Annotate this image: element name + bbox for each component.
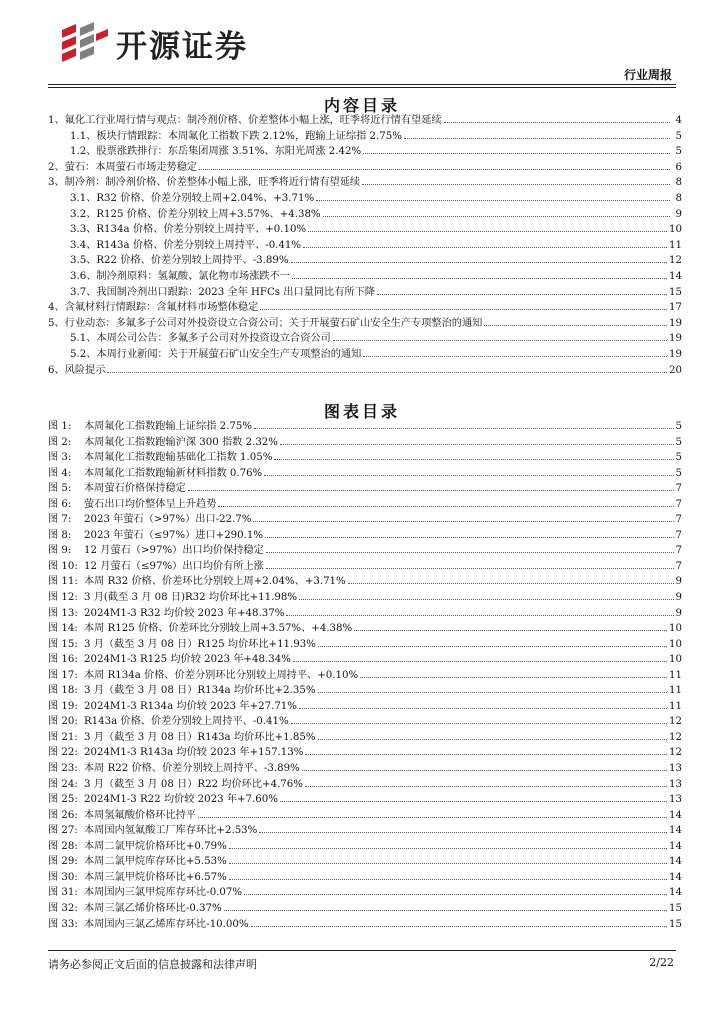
figure-entry-number: 图 6: (48, 498, 72, 510)
figure-entry-title: 2024M1-3 R32 均价较 2023 年+48.37% (84, 607, 285, 619)
toc-entry-page: 11 (669, 239, 682, 251)
brand-logo-icon (56, 20, 112, 66)
toc-entry[interactable] (48, 363, 682, 379)
figure-entry-number: 图 16: (48, 654, 78, 666)
figure-entry-number: 图 15: (48, 638, 78, 650)
toc-entry-page: 12 (669, 255, 682, 267)
figure-entry-title: 本周国内三氯甲烷库存环比-0.07% (84, 887, 243, 899)
toc-entry[interactable] (48, 238, 682, 254)
toc-entry-number: 1.1、 (70, 130, 97, 142)
figure-dot-leader (280, 800, 667, 802)
figure-entry-number: 图 24: (48, 778, 78, 790)
figure-dot-leader (229, 878, 667, 880)
toc-entry-title: 我国制冷剂出口跟踪：2023 全年 HFCs 出口量同比有所下降 (96, 286, 375, 298)
figure-entry-number: 图 22: (48, 747, 78, 759)
toc-entry-page: 4 (675, 115, 682, 126)
figure-entry-page: 10 (669, 623, 682, 635)
toc-entry-title: 股票涨跌排行：东岳集团周涨 3.51%、东阳光周涨 2.42% (96, 146, 362, 158)
figure-entry-number: 图 28: (48, 840, 78, 852)
figure-dot-leader (265, 536, 673, 538)
figure-entry[interactable] (48, 854, 682, 870)
toc-dot-leader (303, 246, 667, 248)
figure-entry[interactable] (48, 481, 682, 497)
figure-entry-title: 本周 R32 价格、价差环比分别较上周+2.04%、+3.71% (84, 576, 346, 588)
toc-entry-page: 9 (675, 208, 682, 220)
toc-entry[interactable] (48, 207, 682, 223)
figure-dot-leader (218, 505, 673, 507)
figure-dot-leader (299, 707, 667, 709)
figure-entry[interactable] (48, 606, 682, 622)
toc-dot-leader (444, 121, 670, 123)
toc-entry[interactable] (48, 160, 682, 176)
figure-entry[interactable] (48, 419, 682, 435)
list-of-figures (48, 419, 682, 932)
toc-entry-number: 6、 (48, 364, 65, 376)
figure-entry-number: 图 8: (48, 529, 72, 541)
figure-dot-leader (302, 769, 667, 771)
figure-dot-leader (293, 660, 667, 662)
toc-entry-title: R32 价格、价差分别较上周+2.04%、+3.71% (96, 192, 315, 204)
toc-entry-number: 2、 (48, 161, 65, 173)
figure-dot-leader (264, 474, 673, 476)
figure-dot-leader (286, 614, 673, 616)
figure-dot-leader (251, 925, 667, 927)
figure-entry-page: 7 (675, 560, 682, 572)
header-divider (48, 84, 676, 85)
figure-entry-number: 图 30: (48, 871, 78, 883)
toc-dot-leader (260, 308, 667, 310)
figure-entry-number: 图 11: (48, 576, 78, 588)
figure-entry-number: 图 3: (48, 452, 72, 464)
figure-dot-leader (360, 676, 667, 678)
figure-entry-number: 图 19: (48, 700, 78, 712)
figure-entry-number: 图 9: (48, 545, 72, 557)
figure-entry-title: 2024M1-3 R22 均价较 2023 年+7.60% (84, 794, 278, 806)
toc-entry-title: 本周行业新闻：关于开展萤石矿山安全生产专项整治的通知 (96, 348, 362, 360)
toc-dot-leader (292, 277, 667, 279)
figure-entry-number: 图 2: (48, 436, 72, 448)
figure-entry-page: 14 (669, 809, 682, 821)
brand-name: 开源证券 (116, 28, 248, 65)
figure-entry-page: 14 (669, 856, 682, 868)
figure-dot-leader (348, 582, 674, 584)
figure-entry-number: 图 1: (48, 421, 72, 432)
toc-entry[interactable] (48, 113, 682, 129)
toc-entry[interactable] (48, 300, 682, 316)
figure-entry-page: 9 (675, 607, 682, 619)
figure-entry-title: 本周三氯甲烷价格环比+6.57% (84, 871, 227, 883)
toc-dot-leader (199, 168, 670, 170)
figure-entry-title: 本周氟化工指数跑输基础化工指数 1.05% (84, 452, 273, 464)
figure-entry-number: 图 14: (48, 623, 78, 635)
figure-entry[interactable] (48, 885, 682, 901)
toc-entry-page: 19 (669, 317, 682, 329)
figure-entry-page: 14 (669, 871, 682, 883)
figure-entry-number: 图 25: (48, 794, 78, 806)
figure-entry-title: 2023 年萤石（>97%）出口-22.7% (84, 514, 252, 526)
toc-dot-leader (333, 339, 667, 341)
figure-entry-title: 3 月（截至 3 月 08 日）R143a 均价环比+1.85% (84, 731, 316, 743)
figure-entry-page: 13 (669, 778, 682, 790)
toc-entry[interactable] (48, 269, 682, 285)
toc-dot-leader (404, 137, 670, 139)
figure-entry-number: 图 17: (48, 669, 78, 681)
figure-entry-number: 图 18: (48, 685, 78, 697)
page-header (0, 0, 724, 92)
figure-entry-number: 图 31: (48, 887, 78, 899)
figure-dot-leader (305, 785, 667, 787)
figure-entry[interactable] (48, 901, 682, 917)
figure-entry-title: 3 月（截至 3 月 08 日）R125 均价环比+11.93% (84, 638, 316, 650)
toc-entry[interactable] (48, 144, 682, 160)
figure-entry-number: 图 5: (48, 483, 72, 495)
figure-entry-title: 本周国内三氯乙烯库存环比-10.00% (84, 918, 249, 930)
toc-entry-number: 3、 (48, 177, 65, 189)
toc-dot-leader (484, 324, 667, 326)
toc-entry-number: 3.4、 (70, 239, 97, 251)
figure-dot-leader (244, 893, 667, 895)
toc-entry-page: 19 (669, 333, 682, 345)
figure-dot-leader (280, 443, 674, 445)
figure-dot-leader (254, 427, 673, 429)
toc-entry[interactable] (48, 191, 682, 207)
figure-entry[interactable] (48, 792, 682, 808)
figure-entry-title: 3 月(截至 3 月 08 日)R32 均价环比+11.98% (84, 592, 298, 604)
figure-entry[interactable] (48, 590, 682, 606)
toc-entry[interactable] (48, 347, 682, 363)
figure-entry-page: 10 (669, 638, 682, 650)
toc-dot-leader (323, 215, 670, 217)
figure-entry[interactable] (48, 543, 682, 559)
figure-entry-page: 9 (675, 576, 682, 588)
figure-dot-leader (198, 816, 667, 818)
figure-entry-page: 13 (669, 794, 682, 806)
figure-entry-page: 5 (675, 421, 682, 432)
figure-entry-page: 15 (669, 918, 682, 930)
figure-dot-leader (318, 691, 668, 693)
toc-entry-page: 8 (675, 192, 682, 204)
figure-entry-number: 图 27: (48, 825, 78, 837)
figure-entry-page: 15 (669, 902, 682, 914)
figure-entry-title: 本周氟化工指数跑输上证综指 2.75% (84, 421, 253, 432)
figure-entry-page: 7 (675, 514, 682, 526)
figure-entry-title: 本周氟化工指数跑输新材料指数 0.76% (84, 467, 263, 479)
figure-entry-title: 2023 年萤石（≤97%）进口+290.1% (84, 529, 264, 541)
toc-entry-number: 3.5、 (70, 255, 97, 267)
page-number: 2/22 (649, 956, 674, 969)
toc-dot-leader (377, 293, 667, 295)
toc-entry-title: R125 价格、价差分别较上周+3.57%、+4.38% (96, 208, 321, 220)
figure-entry-number: 图 7: (48, 514, 72, 526)
figure-entry[interactable] (48, 652, 682, 668)
figure-entry[interactable] (48, 730, 682, 746)
figures-title: 图表目录 (323, 402, 400, 421)
figure-entry-title: 本周氟化工指数跑输沪深 300 指数 2.32% (84, 436, 278, 448)
toc-entry-number: 4、 (48, 302, 65, 314)
toc-entry-title: 氟化工行业周行情与观点：制冷剂价格、价差整体小幅上涨，旺季将近行情有望延续 (64, 115, 442, 126)
figure-entry-title: 本周萤石价格保持稳定 (84, 483, 186, 495)
toc-dot-leader (363, 355, 667, 357)
toc-entry-title: 板块行情跟踪：本周氟化工指数下跌 2.12%，跑输上证综指 2.75% (96, 130, 402, 142)
figure-entry-title: 3 月（截至 3 月 08 日）R22 均价环比+4.76% (84, 778, 303, 790)
table-of-contents (48, 113, 682, 378)
toc-entry-number: 5.1、 (70, 333, 97, 345)
figure-entry[interactable] (48, 574, 682, 590)
figure-entry[interactable] (48, 528, 682, 544)
figure-dot-leader (299, 598, 674, 600)
toc-entry-title: 本周公司公告：多氟多子公司对外投资设立合资公司 (96, 333, 331, 345)
figure-entry-page: 5 (675, 436, 682, 448)
toc-dot-leader (363, 152, 670, 154)
figure-entry[interactable] (48, 668, 682, 684)
figure-entry[interactable] (48, 466, 682, 482)
figure-entry-page: 7 (675, 529, 682, 541)
toc-entry[interactable] (48, 253, 682, 269)
figure-entry-number: 图 29: (48, 856, 78, 868)
toc-entry-page: 15 (669, 286, 682, 298)
figure-entry[interactable] (48, 512, 682, 528)
figure-dot-leader (274, 458, 673, 460)
figure-dot-leader (291, 722, 667, 724)
toc-entry-page: 17 (669, 302, 682, 314)
figure-entry-page: 13 (669, 763, 682, 775)
toc-entry-title: 萤石：本周萤石市场走势稳定 (64, 161, 198, 173)
toc-entry[interactable] (48, 331, 682, 347)
toc-entry-title: 制冷剂：制冷剂价格、价差整体小幅上涨，旺季将近行情有望延续 (64, 177, 361, 189)
figure-dot-leader (354, 629, 667, 631)
figure-entry-page: 11 (669, 669, 682, 681)
toc-entry-title: R143a 价格、价差分别较上周持平、-0.41% (96, 239, 302, 251)
figure-entry-number: 图 4: (48, 467, 72, 479)
figure-entry[interactable] (48, 450, 682, 466)
toc-entry[interactable] (48, 175, 682, 191)
toc-entry-number: 3.1、 (70, 192, 97, 204)
figure-entry[interactable] (48, 808, 682, 824)
toc-entry-number: 3.7、 (70, 286, 97, 298)
figure-dot-leader (305, 753, 667, 755)
figure-entry-page: 7 (675, 545, 682, 557)
figure-entry-title: 2024M1-3 R143a 均价较 2023 年+157.13% (84, 747, 304, 759)
figure-entry-title: 2024M1-3 R125 均价较 2023 年+48.34% (84, 654, 291, 666)
toc-entry-number: 5、 (48, 317, 65, 329)
figure-entry-title: 本周 R22 价格、价差分别较上周持平、-3.89% (84, 763, 300, 775)
toc-entry[interactable] (48, 285, 682, 301)
figure-entry-number: 图 20: (48, 716, 78, 728)
figure-entry-page: 14 (669, 840, 682, 852)
figure-entry[interactable] (48, 714, 682, 730)
figure-dot-leader (318, 738, 668, 740)
toc-entry-number: 3.3、 (70, 224, 97, 236)
toc-entry-title: 风险提示 (64, 364, 106, 376)
toc-dot-leader (107, 371, 667, 373)
figure-entry-page: 11 (669, 685, 682, 697)
toc-dot-leader (291, 261, 668, 263)
figure-entry-title: 本周二氯甲烷库存环比+5.53% (84, 856, 227, 868)
figure-entry-title: 萤石出口均价整体呈上升趋势 (84, 498, 217, 510)
toc-dot-leader (316, 199, 670, 201)
toc-dot-leader (308, 230, 667, 232)
figure-entry-page: 5 (675, 467, 682, 479)
toc-entry-title: 行业动态：多氟多子公司对外投资设立合资公司；关于开展萤石矿山安全生产专项整治的通知 (64, 317, 483, 329)
toc-entry-number: 3.2、 (70, 208, 97, 220)
figure-entry-number: 图 21: (48, 731, 78, 743)
figure-entry-title: 2024M1-3 R134a 均价较 2023 年+27.71% (84, 700, 297, 712)
figure-entry-page: 10 (669, 654, 682, 666)
toc-entry-number: 1.2、 (70, 146, 97, 158)
figure-entry[interactable] (48, 839, 682, 855)
figure-entry-page: 7 (675, 498, 682, 510)
figure-entry-number: 图 13: (48, 607, 78, 619)
figure-entry-title: 本周 R134a 价格、价差分别环比分别较上周持平、+0.10% (84, 669, 359, 681)
figure-entry-page: 12 (669, 716, 682, 728)
figure-dot-leader (318, 645, 667, 647)
toc-entry-page: 5 (675, 146, 682, 158)
toc-entry-page: 20 (669, 364, 682, 376)
toc-entry-page: 14 (669, 270, 682, 282)
figure-entry-title: 本周国内氢氟酸工厂库存环比+2.53% (84, 825, 258, 837)
figure-entry-number: 图 32: (48, 902, 78, 914)
figure-dot-leader (188, 489, 674, 491)
figure-entry[interactable] (48, 497, 682, 513)
figure-entry[interactable] (48, 559, 682, 575)
toc-dot-leader (362, 183, 670, 185)
report-type-label: 行业周报 (623, 68, 672, 82)
figure-entry[interactable] (48, 777, 682, 793)
toc-entry[interactable] (48, 222, 682, 238)
header-divider-thin (48, 87, 676, 88)
figure-entry-title: 本周二氯甲烷价格环比+0.79% (84, 840, 227, 852)
figure-entry-page: 14 (669, 887, 682, 899)
figure-dot-leader (259, 831, 667, 833)
toc-entry-page: 10 (669, 224, 682, 236)
footer-disclaimer: 请务必参阅正文后面的信息披露和法律声明 (48, 958, 257, 971)
figure-dot-leader (224, 909, 667, 911)
figure-entry[interactable] (48, 870, 682, 886)
figure-entry-number: 图 33: (48, 918, 78, 930)
figure-entry-title: 12 月萤石（≤97%）出口均价有所上涨 (84, 560, 264, 572)
figure-entry[interactable] (48, 761, 682, 777)
figure-entry-page: 12 (669, 747, 682, 759)
brand-logo (56, 20, 276, 66)
toc-entry-title: R134a 价格、价差分别较上周持平、+0.10% (96, 224, 307, 236)
figure-entry-number: 图 26: (48, 809, 78, 821)
toc-entry-title: R22 价格、价差分别较上周持平、-3.89% (96, 255, 289, 267)
figure-entry-page: 5 (675, 452, 682, 464)
figure-entry[interactable] (48, 435, 682, 451)
toc-entry-number: 1、 (48, 115, 65, 126)
toc-entry-title: 含氟材料行情跟踪：含氟材料市场整体稳定 (64, 302, 259, 314)
toc-entry-page: 19 (669, 348, 682, 360)
figure-entry-title: 本周 R125 价格、价差环比分别较上周+3.57%、+4.38% (84, 623, 353, 635)
figure-entry[interactable] (48, 699, 682, 715)
figure-entry-title: 3 月（截至 3 月 08 日）R134a 均价环比+2.35% (84, 685, 316, 697)
figure-entry-page: 9 (675, 592, 682, 604)
figure-dot-leader (266, 551, 674, 553)
figure-entry-page: 12 (669, 731, 682, 743)
figure-entry-title: 12 月萤石（>97%）出口均价保持稳定 (84, 545, 264, 557)
figure-entry[interactable] (48, 917, 682, 933)
figure-dot-leader (253, 520, 673, 522)
figure-entry-page: 11 (669, 700, 682, 712)
figure-entry[interactable] (48, 637, 682, 653)
figure-entry-page: 14 (669, 825, 682, 837)
figure-entry[interactable] (48, 745, 682, 761)
toc-entry-title: 制冷剂原料：氢氟酸、氯化物市场涨跌不一 (96, 270, 290, 282)
toc-entry-number: 5.2、 (70, 348, 97, 360)
figure-entry[interactable] (48, 823, 682, 839)
figure-dot-leader (266, 567, 674, 569)
figure-entry[interactable] (48, 621, 682, 637)
toc-entry-page: 5 (675, 130, 682, 142)
toc-entry[interactable] (48, 129, 682, 145)
toc-entry-page: 6 (675, 161, 682, 173)
figure-entry-title: 本周三氯乙烯价格环比-0.37% (84, 902, 222, 914)
figure-dot-leader (229, 847, 667, 849)
toc-entry-page: 8 (675, 177, 682, 189)
figure-entry-number: 图 12: (48, 592, 78, 604)
toc-entry[interactable] (48, 316, 682, 332)
contents-title: 内容目录 (323, 96, 400, 115)
figure-entry-title: 本周氢氟酸价格环比持平 (84, 809, 197, 821)
figure-dot-leader (229, 862, 667, 864)
footer-divider (48, 950, 676, 951)
figure-entry[interactable] (48, 683, 682, 699)
toc-entry-number: 3.6、 (70, 270, 97, 282)
figure-entry-number: 图 10: (48, 560, 78, 572)
figure-entry-number: 图 23: (48, 763, 78, 775)
figure-entry-page: 7 (675, 483, 682, 495)
figure-entry-title: R143a 价格、价差分别较上周持平、-0.41% (84, 716, 289, 728)
